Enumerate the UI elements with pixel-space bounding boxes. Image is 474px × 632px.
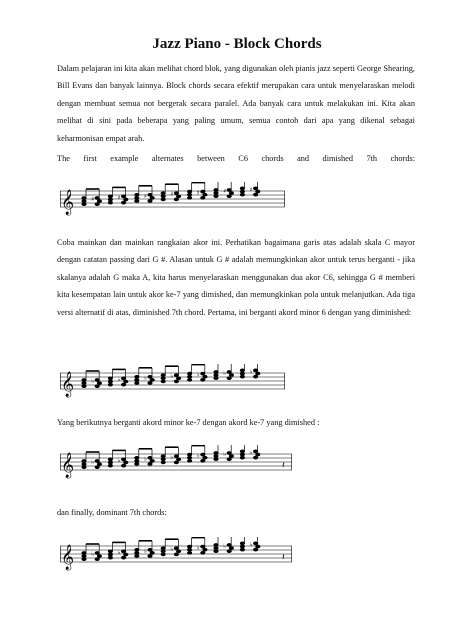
note-head — [95, 558, 99, 561]
note-head — [135, 463, 139, 466]
note-head — [95, 466, 99, 469]
note-head — [108, 377, 112, 380]
chord-cluster — [82, 544, 86, 561]
accidental-icon: ♭ — [91, 551, 95, 558]
note-head — [174, 374, 178, 377]
note-head — [201, 378, 205, 381]
chord-cluster — [170, 447, 180, 464]
note-head — [82, 460, 86, 463]
note-head — [135, 456, 139, 459]
note-head — [203, 456, 207, 459]
chord-cluster — [250, 445, 260, 459]
note-head — [82, 466, 86, 469]
note-head — [150, 551, 154, 554]
accidental-icon: ♭ — [117, 549, 121, 557]
note-head — [174, 192, 178, 195]
chord-cluster — [250, 182, 260, 196]
note-head — [108, 380, 112, 383]
chord-cluster — [161, 184, 165, 201]
note-head — [121, 464, 125, 467]
note-head — [161, 192, 165, 195]
chord-cluster — [161, 447, 165, 464]
note-head — [253, 548, 257, 551]
note-head — [229, 455, 233, 458]
chord-cluster — [118, 450, 128, 467]
note-head — [240, 542, 244, 545]
chord-cluster — [82, 452, 86, 469]
note-head — [201, 196, 205, 199]
note-head — [82, 379, 86, 382]
note-head — [161, 198, 165, 201]
music-staff-minor6-diminished — [60, 364, 285, 398]
note-head — [187, 190, 191, 193]
note-head — [135, 193, 139, 196]
note-head — [82, 197, 86, 200]
note-head — [135, 375, 139, 378]
chord-cluster — [223, 364, 233, 380]
note-head — [121, 458, 125, 461]
note-head — [176, 377, 180, 380]
note-head — [161, 374, 165, 377]
chord-cluster — [170, 184, 180, 201]
note-head — [108, 201, 112, 204]
chord-cluster — [135, 186, 139, 203]
accidental-icon: ♯ — [223, 188, 227, 195]
note-head — [214, 374, 218, 377]
accidental-icon: ♭ — [144, 547, 147, 555]
note-head — [214, 195, 218, 198]
note-head — [135, 378, 139, 381]
accidental-icon: ♭ — [223, 370, 227, 377]
note-head — [187, 459, 191, 462]
note-head — [187, 375, 191, 378]
note-head — [95, 379, 99, 382]
chord-cluster — [161, 366, 165, 383]
note-head — [108, 550, 112, 553]
note-head — [95, 203, 99, 206]
accidental-icon: ♭ — [117, 376, 121, 384]
accidental-icon: ♭ — [223, 451, 227, 458]
note-head — [121, 195, 125, 198]
note-head — [161, 553, 165, 556]
chord-cluster — [214, 537, 218, 553]
chord-cluster — [144, 186, 154, 203]
note-head — [82, 463, 86, 466]
note-head — [174, 198, 178, 201]
note-head — [187, 378, 191, 381]
note-head — [227, 189, 231, 192]
note-head — [108, 556, 112, 559]
chord-cluster — [187, 538, 191, 555]
note-head — [97, 463, 101, 466]
note-head — [240, 453, 244, 456]
note-head — [135, 551, 139, 554]
note-head — [121, 550, 125, 553]
note-head — [174, 461, 178, 464]
note-head — [214, 452, 218, 455]
note-head — [108, 195, 112, 198]
intro-paragraph: Dalam pelajaran ini kita akan melihat chord blok, yang digunakan oleh pianis jazz seperti George Shearing, Bill Evans dan banyak lainnya. Block chords secara efektif merupakan cara untuk menyelaraskan melodi dengan membuat semua not bergerak secara paralel. Ada banyak cara untuk melakukan ini. Kita akan melihat di sini pada beberapa yang paling umum, semua contoh dari apa yang dikenal sebagai keharmonisan empat arah. — [57, 64, 415, 143]
note-head — [187, 456, 191, 459]
accidental-icon: ♭ — [249, 541, 253, 549]
chord-cluster — [108, 450, 112, 467]
chord-cluster — [170, 366, 180, 383]
accidental-icon: ♯ — [91, 196, 95, 203]
note-head — [135, 200, 139, 203]
chord-cluster — [108, 187, 112, 204]
accidental-icon: ♯ — [144, 192, 147, 200]
chord-cluster — [161, 539, 165, 556]
accidental-icon: ♭ — [249, 368, 253, 376]
quarter-rest-icon: 𝄽 — [282, 461, 285, 471]
chord-cluster — [135, 449, 139, 466]
accidental-icon: ♯ — [196, 189, 200, 197]
note-head — [187, 545, 191, 548]
note-head — [108, 198, 112, 201]
note-head — [150, 459, 154, 462]
note-head — [148, 456, 152, 459]
note-head — [240, 372, 244, 375]
note-head — [148, 463, 152, 466]
note-head — [214, 377, 218, 380]
chord-cluster — [108, 369, 112, 386]
chord-cluster — [187, 446, 191, 463]
note-head — [229, 374, 233, 377]
accidental-icon: ♭ — [170, 454, 174, 462]
note-head — [135, 196, 139, 199]
note-head — [214, 550, 218, 553]
note-head — [135, 382, 139, 385]
note-head — [174, 547, 178, 550]
chord-cluster — [223, 445, 233, 461]
chord-cluster — [250, 364, 260, 378]
chord-cluster — [240, 364, 244, 378]
note-head — [253, 187, 257, 190]
accidental-icon: ♭ — [144, 455, 147, 463]
chord-cluster — [82, 189, 86, 206]
chord-cluster — [170, 539, 180, 556]
chord-cluster — [144, 368, 154, 385]
chord-cluster — [240, 182, 244, 196]
note-head — [148, 382, 152, 385]
note-head — [135, 555, 139, 558]
note-head — [240, 375, 244, 378]
chord-cluster — [214, 445, 218, 461]
note-head — [187, 453, 191, 456]
accidental-icon: ♭ — [144, 374, 147, 382]
note-head — [161, 195, 165, 198]
note-head — [187, 196, 191, 199]
note-head — [214, 455, 218, 458]
note-head — [82, 203, 86, 206]
note-head — [214, 371, 218, 374]
treble-clef-icon: 𝄞 — [61, 453, 75, 478]
fourth-example-caption: dan finally, dominant 7th chords: — [57, 508, 167, 517]
note-head — [253, 369, 257, 372]
note-head — [256, 453, 260, 456]
chord-cluster — [135, 541, 139, 558]
chord-cluster — [223, 537, 233, 553]
note-head — [124, 380, 128, 383]
note-head — [97, 555, 101, 558]
note-head — [214, 547, 218, 550]
accidental-icon: ♭ — [196, 544, 200, 552]
accidental-icon: ♭ — [223, 543, 227, 550]
note-head — [229, 547, 233, 550]
note-head — [148, 193, 152, 196]
chord-cluster — [118, 187, 128, 204]
accidental-icon: ♭ — [117, 457, 121, 465]
note-head — [82, 552, 86, 555]
note-head — [95, 552, 99, 555]
treble-clef-icon: 𝄞 — [61, 190, 75, 215]
note-head — [108, 553, 112, 556]
note-head — [135, 459, 139, 462]
note-head — [240, 190, 244, 193]
chord-cluster — [187, 183, 191, 200]
note-head — [121, 383, 125, 386]
note-head — [256, 545, 260, 548]
note-head — [240, 548, 244, 551]
note-head — [187, 551, 191, 554]
accidental-icon: ♭ — [196, 452, 200, 460]
note-head — [150, 378, 154, 381]
note-head — [174, 553, 178, 556]
note-head — [95, 385, 99, 388]
note-head — [97, 382, 101, 385]
note-head — [82, 385, 86, 388]
chord-cluster — [214, 364, 218, 380]
note-head — [108, 461, 112, 464]
note-head — [187, 193, 191, 196]
note-head — [214, 189, 218, 192]
note-head — [240, 193, 244, 196]
chord-cluster — [108, 542, 112, 559]
note-head — [82, 558, 86, 561]
note-head — [150, 196, 154, 199]
note-head — [229, 192, 233, 195]
chord-cluster — [250, 537, 260, 551]
note-head — [203, 548, 207, 551]
explanation-paragraph: Coba mainkan dan mainkan rangkaian akor ini. Perhatikan bagaimana garis atas adalah skala C mayor dengan catatan passing dari G #. Alasan untuk G # adalah memungkinkan akor untuk terus berganti - jika skalanya adalah G maka A, kita harus menyelaraskan menggunakan dua akor C6, sehingga G # memberi kita kesempatan lain untuk akor ke-7 yang dimished, dan memungkinkan pola untuk melanjutkan. Ada tiga versi alternatif di atas, diminished 7th chord. Pertama, ini berganti akord minor 6 dengan yang diminished: — [57, 238, 415, 317]
chord-cluster — [240, 445, 244, 459]
accidental-icon: ♯ — [170, 191, 174, 199]
note-head — [174, 455, 178, 458]
chord-cluster — [187, 365, 191, 382]
note-head — [214, 192, 218, 195]
note-head — [227, 371, 231, 374]
note-head — [201, 459, 205, 462]
note-head — [124, 198, 128, 201]
note-head — [240, 369, 244, 372]
chord-cluster — [135, 368, 139, 385]
chord-cluster — [223, 182, 233, 198]
first-example-caption: The first example alternates between C6 chords and dimished 7th chords: — [57, 154, 415, 163]
accidental-icon: ♯ — [117, 194, 121, 202]
note-head — [174, 380, 178, 383]
chord-cluster — [144, 449, 154, 466]
note-head — [176, 550, 180, 553]
note-head — [176, 458, 180, 461]
note-head — [201, 453, 205, 456]
note-head — [187, 372, 191, 375]
third-example-caption: Yang berikutnya berganti akord minor ke-7 dengan akord ke-7 yang dimished : — [57, 418, 320, 427]
note-head — [97, 200, 101, 203]
note-head — [253, 193, 257, 196]
note-head — [121, 377, 125, 380]
accidental-icon: ♭ — [91, 459, 95, 466]
note-head — [176, 195, 180, 198]
note-head — [161, 377, 165, 380]
note-head — [161, 547, 165, 550]
chord-cluster — [214, 182, 218, 198]
note-head — [161, 550, 165, 553]
accidental-icon: ♭ — [91, 378, 95, 385]
note-head — [148, 200, 152, 203]
note-head — [253, 542, 257, 545]
note-head — [161, 455, 165, 458]
note-head — [256, 190, 260, 193]
note-head — [121, 556, 125, 559]
accidental-icon: ♭ — [196, 371, 200, 379]
note-head — [108, 464, 112, 467]
note-head — [227, 377, 231, 380]
note-head — [203, 193, 207, 196]
note-head — [227, 195, 231, 198]
chord-cluster — [118, 542, 128, 559]
note-head — [161, 380, 165, 383]
note-head — [253, 450, 257, 453]
note-head — [240, 187, 244, 190]
note-head — [148, 548, 152, 551]
note-head — [108, 383, 112, 386]
note-head — [201, 551, 205, 554]
note-head — [240, 450, 244, 453]
note-head — [187, 548, 191, 551]
quarter-rest-icon: 𝄽 — [282, 553, 285, 563]
page-title: Jazz Piano - Block Chords — [152, 36, 322, 52]
note-head — [82, 555, 86, 558]
note-head — [253, 375, 257, 378]
note-head — [201, 372, 205, 375]
chord-cluster — [118, 369, 128, 386]
note-head — [227, 458, 231, 461]
note-head — [256, 372, 260, 375]
note-head — [240, 456, 244, 459]
chord-cluster — [240, 537, 244, 551]
note-head — [135, 548, 139, 551]
note-head — [227, 544, 231, 547]
note-head — [201, 190, 205, 193]
note-head — [227, 452, 231, 455]
note-head — [203, 375, 207, 378]
music-staff-c6-diminished — [60, 182, 285, 216]
note-head — [108, 458, 112, 461]
note-head — [95, 460, 99, 463]
note-head — [82, 200, 86, 203]
note-head — [82, 382, 86, 385]
note-head — [161, 461, 165, 464]
note-head — [121, 201, 125, 204]
chord-cluster — [82, 371, 86, 388]
accidental-icon: ♭ — [249, 449, 253, 457]
note-head — [201, 545, 205, 548]
note-head — [124, 461, 128, 464]
note-head — [240, 545, 244, 548]
music-staff-dominant7-diminished — [60, 537, 292, 571]
note-head — [148, 555, 152, 558]
accidental-icon: ♯ — [249, 186, 253, 194]
note-head — [148, 375, 152, 378]
note-head — [214, 544, 218, 547]
note-head — [124, 553, 128, 556]
note-head — [253, 456, 257, 459]
chord-cluster — [144, 541, 154, 558]
note-head — [95, 197, 99, 200]
note-head — [161, 458, 165, 461]
note-head — [227, 550, 231, 553]
music-staff-minor7-diminished — [60, 445, 292, 479]
treble-clef-icon: 𝄞 — [61, 545, 75, 570]
accidental-icon: ♭ — [170, 546, 174, 554]
accidental-icon: ♭ — [170, 373, 174, 381]
treble-clef-icon: 𝄞 — [61, 372, 75, 397]
note-head — [214, 458, 218, 461]
